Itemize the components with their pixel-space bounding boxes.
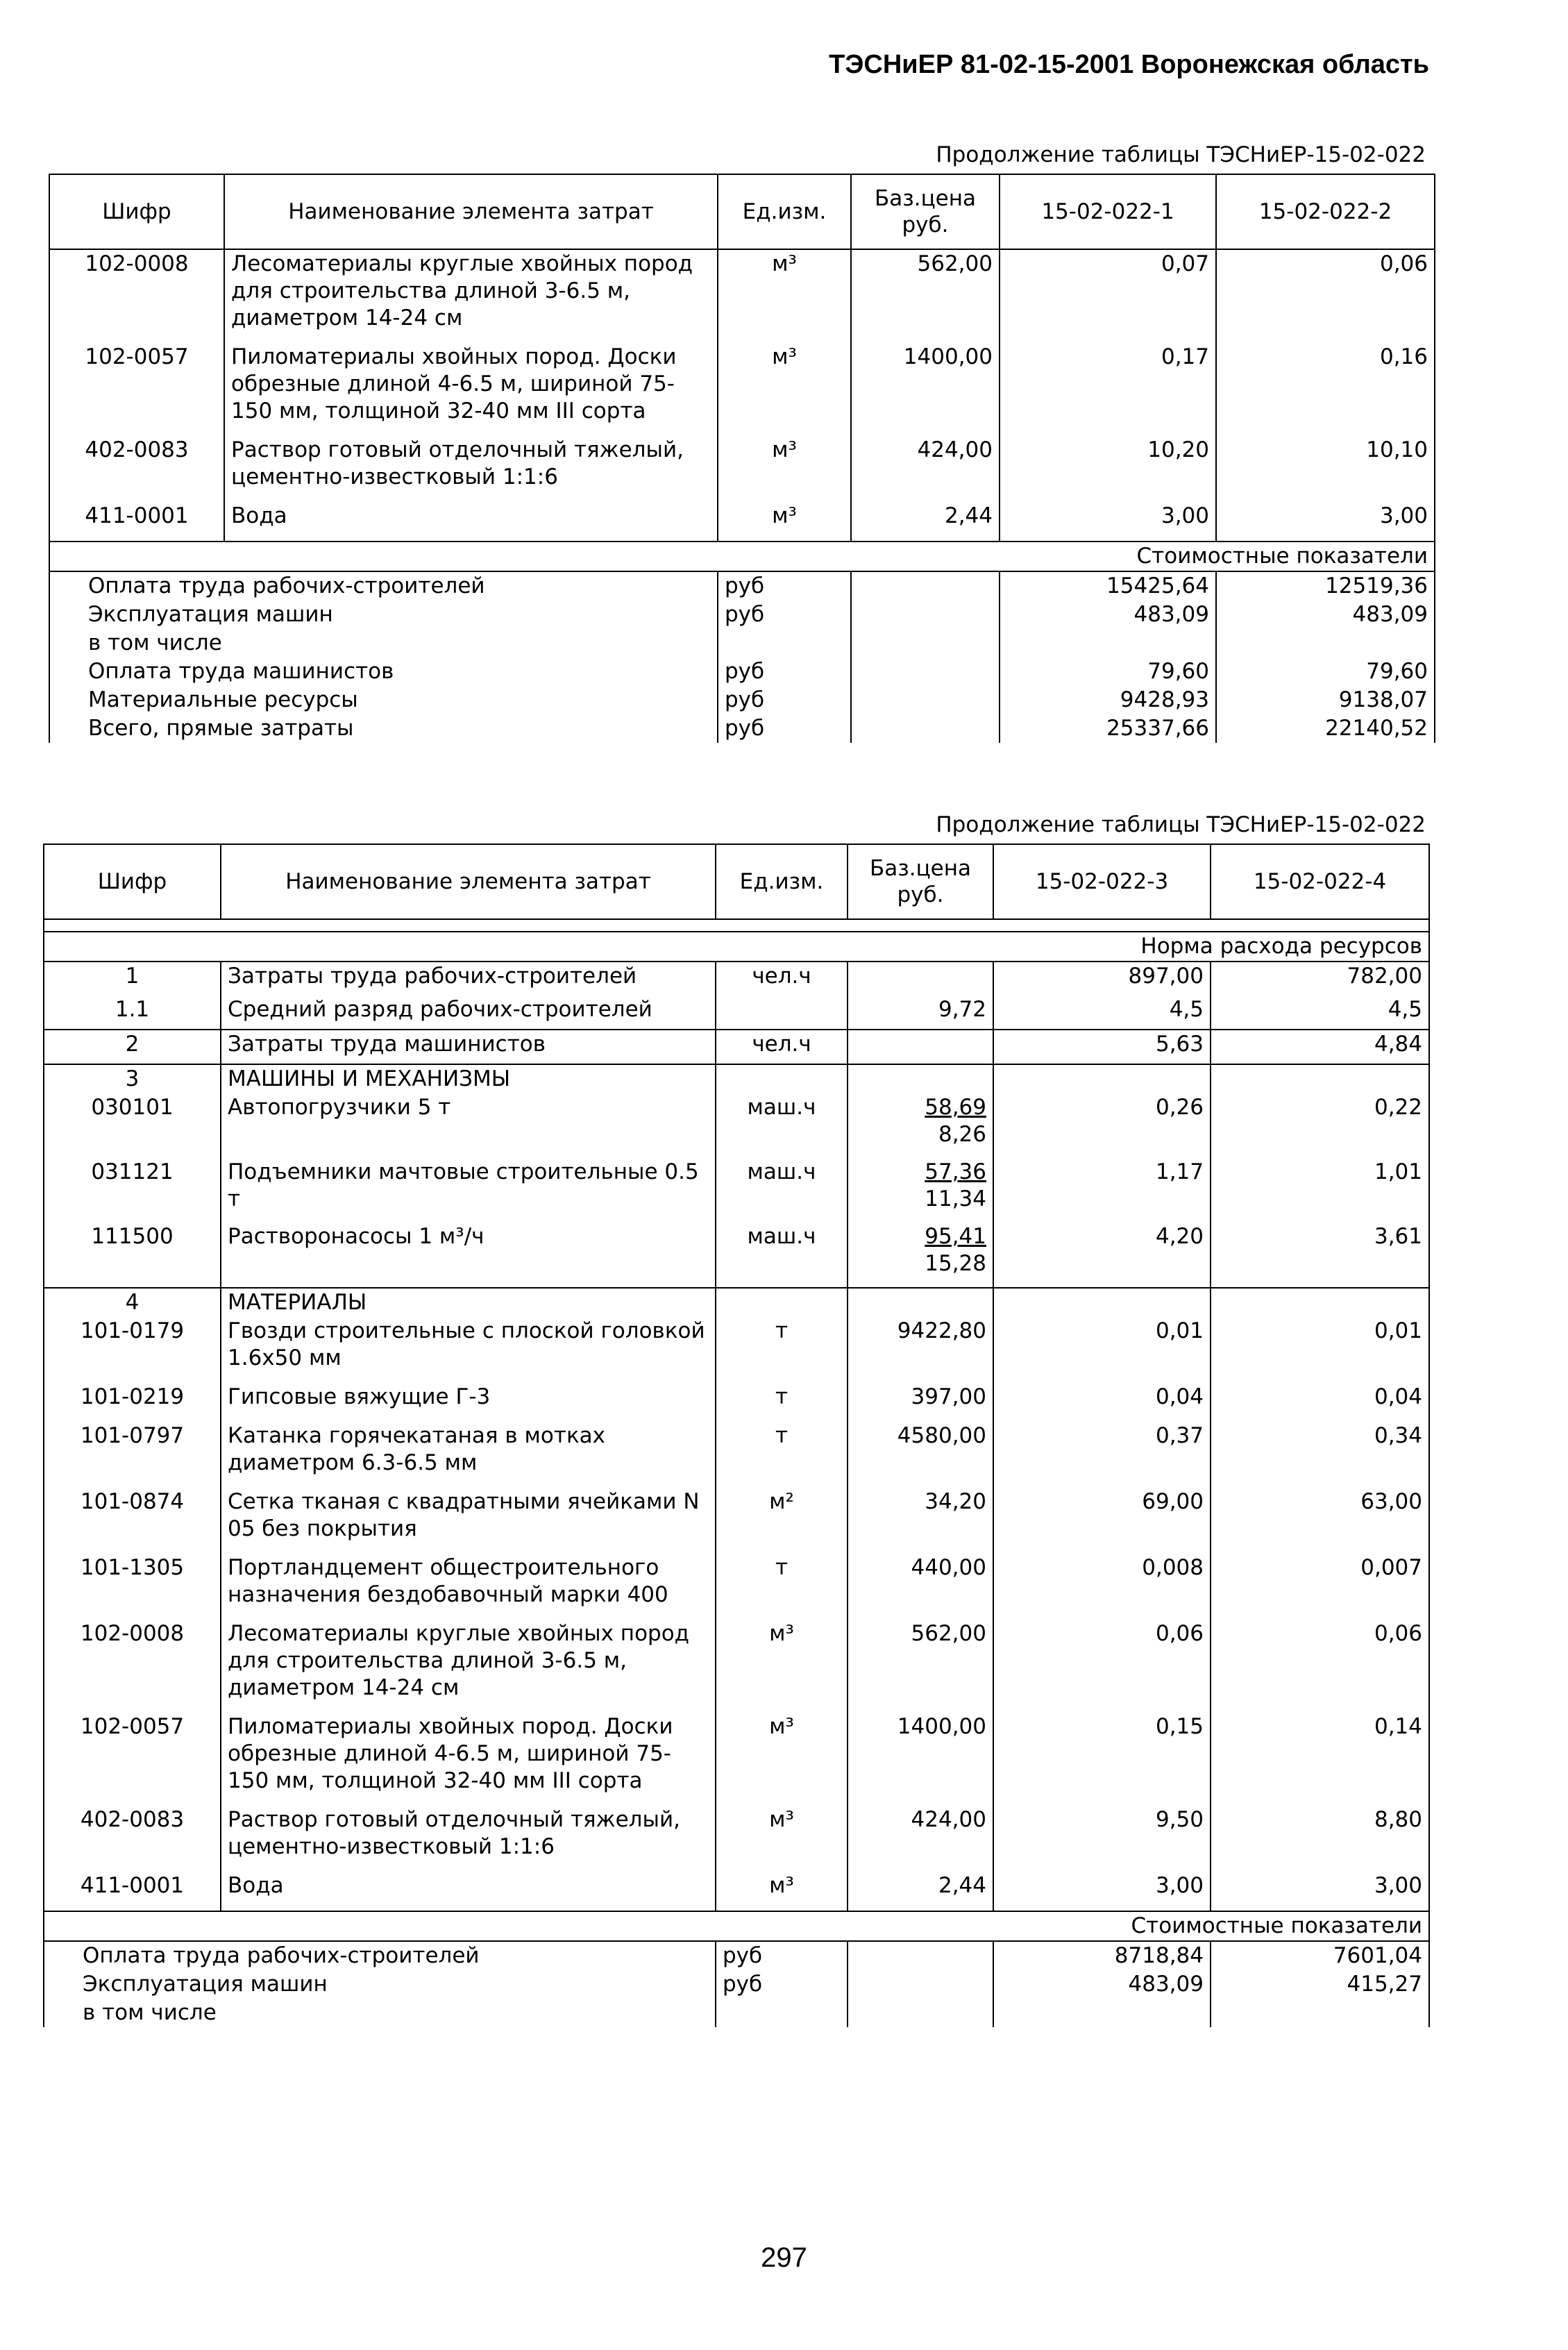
unit-cell: м³ — [718, 502, 851, 542]
price-cell — [848, 1970, 993, 1999]
value-cell: 10,20 — [1000, 436, 1216, 502]
value-cell: 415,27 — [1211, 1970, 1429, 1999]
value-cell: 12519,36 — [1216, 571, 1435, 601]
code-cell: 402-0083 — [49, 436, 224, 502]
unit-cell: руб — [716, 1941, 848, 1970]
cost-name-cell: Эксплуатация машин — [44, 1970, 716, 1999]
band-label: Стоимостные показатели — [49, 542, 1435, 571]
unit-cell: маш.ч — [716, 1093, 848, 1158]
price-cell: 9,72 — [848, 996, 993, 1030]
price-cell: 424,00 — [848, 1806, 993, 1872]
name-cell: Затраты труда рабочих-строителей — [221, 962, 716, 996]
empty-cell — [716, 1288, 848, 1317]
section-row — [44, 1288, 1429, 1317]
value-cell: 79,60 — [1216, 657, 1435, 686]
empty-cell — [993, 1288, 1211, 1317]
section-code: 4 — [44, 1288, 221, 1317]
value-cell: 8,80 — [1211, 1806, 1429, 1872]
col-header-code: Шифр — [44, 844, 221, 919]
cost-name-cell: Оплата труда рабочих-строителей — [49, 571, 718, 601]
col-header-v1: 15-02-022-3 — [993, 844, 1211, 919]
value-cell: 0,007 — [1211, 1554, 1429, 1620]
table1-caption: Продолжение таблицы ТЭСНиЕР-15-02-022 — [936, 142, 1426, 167]
unit-cell: руб — [718, 657, 851, 686]
code-cell: 411-0001 — [49, 502, 224, 542]
empty-cell — [848, 1064, 993, 1093]
empty-cell — [1211, 1288, 1429, 1317]
price-cell: 440,00 — [848, 1554, 993, 1620]
value-cell: 897,00 — [993, 962, 1211, 996]
name-cell: Катанка горячекатаная в мотках диаметром 6.3-6.5 мм — [221, 1422, 716, 1488]
cost-name-cell: Эксплуатация машин — [49, 601, 718, 629]
unit-cell: м³ — [716, 1620, 848, 1713]
cost-row — [49, 714, 1435, 743]
price-cell: 2,44 — [851, 502, 1000, 542]
name-cell: Средний разряд рабочих-строителей — [221, 996, 716, 1030]
value-cell: 63,00 — [1211, 1488, 1429, 1554]
price-cell: 562,00 — [851, 249, 1000, 343]
cost-row — [49, 571, 1435, 601]
unit-cell: т — [716, 1554, 848, 1620]
value-cell: 3,00 — [993, 1872, 1211, 1911]
unit-cell: чел.ч — [716, 962, 848, 996]
value-cell: 0,34 — [1211, 1422, 1429, 1488]
material-row — [49, 343, 1435, 436]
price-cell — [851, 601, 1000, 629]
section-title: МАШИНЫ И МЕХАНИЗМЫ — [221, 1064, 716, 1093]
value-cell: 79,60 — [1000, 657, 1216, 686]
value-cell: 0,07 — [1000, 249, 1216, 343]
value-cell: 483,09 — [1000, 601, 1216, 629]
name-cell: Пиломатериалы хвойных пород. Доски обрезные длиной 4-6.5 м, шириной 75-150 мм, толщиной 32-40 мм III сорта — [221, 1713, 716, 1806]
material-row — [49, 249, 1435, 343]
cost-name-cell: в том числе — [44, 1999, 716, 2027]
price-fraction-cell — [848, 1093, 993, 1158]
value-cell: 4,20 — [993, 1223, 1211, 1288]
name-cell: Автопогрузчики 5 т — [221, 1093, 716, 1158]
unit-cell: т — [716, 1383, 848, 1422]
price-cell: 4580,00 — [848, 1422, 993, 1488]
price-cell: 1400,00 — [848, 1713, 993, 1806]
machine-row — [44, 1093, 1429, 1158]
machine-price-total: 58,69 — [925, 1095, 986, 1120]
name-cell: Раствор готовый отделочный тяжелый, цементно-известковый 1:1:6 — [224, 436, 718, 502]
material-row — [44, 1806, 1429, 1872]
cost-name-cell: Всего, прямые затраты — [49, 714, 718, 743]
price-fraction-cell — [848, 1223, 993, 1288]
unit-cell: м² — [716, 1488, 848, 1554]
cost-name-cell: Материальные ресурсы — [49, 686, 718, 714]
unit-cell: м³ — [716, 1872, 848, 1911]
col-header-name: Наименование элемента затрат — [224, 174, 718, 249]
price-cell: 1400,00 — [851, 343, 1000, 436]
code-cell: 101-0219 — [44, 1383, 221, 1422]
material-row — [49, 436, 1435, 502]
value-cell: 3,00 — [1216, 502, 1435, 542]
section-row — [44, 1064, 1429, 1093]
price-cell — [851, 629, 1000, 657]
name-cell: Вода — [224, 502, 718, 542]
value-cell: 0,01 — [1211, 1317, 1429, 1383]
unit-cell: руб — [718, 571, 851, 601]
price-cell — [848, 1999, 993, 2027]
price-cell: 424,00 — [851, 436, 1000, 502]
table2-caption: Продолжение таблицы ТЭСНиЕР-15-02-022 — [936, 812, 1426, 837]
value-cell: 0,22 — [1211, 1093, 1429, 1158]
value-cell: 10,10 — [1216, 436, 1435, 502]
code-cell: 030101 — [44, 1093, 221, 1158]
code-cell: 101-0874 — [44, 1488, 221, 1554]
price-cell — [851, 657, 1000, 686]
price-cell — [848, 962, 993, 996]
unit-cell — [718, 629, 851, 657]
value-cell: 0,06 — [993, 1620, 1211, 1713]
code-cell: 101-1305 — [44, 1554, 221, 1620]
price-cell — [848, 1030, 993, 1064]
value-cell: 15425,64 — [1000, 571, 1216, 601]
spacer-cell — [44, 919, 1429, 932]
band-label: Стоимостные показатели — [44, 1911, 1429, 1941]
name-cell: Растворонасосы 1 м³/ч — [221, 1223, 716, 1288]
unit-cell: руб — [718, 686, 851, 714]
material-row — [44, 1872, 1429, 1911]
value-cell: 483,09 — [993, 1970, 1211, 1999]
name-cell: Лесоматериалы круглые хвойных пород для строительства длиной 3-6.5 м, диаметром 14-24 см — [221, 1620, 716, 1713]
code-cell: 031121 — [44, 1158, 221, 1223]
price-cell: 397,00 — [848, 1383, 993, 1422]
machine-price-wages: 15,28 — [925, 1251, 986, 1276]
unit-cell: м³ — [718, 249, 851, 343]
machine-price-wages: 11,34 — [925, 1186, 986, 1211]
value-cell: 0,06 — [1216, 249, 1435, 343]
code-cell: 102-0008 — [44, 1620, 221, 1713]
name-cell: Гипсовые вяжущие Г-3 — [221, 1383, 716, 1422]
value-cell: 4,5 — [1211, 996, 1429, 1030]
col-header-name: Наименование элемента затрат — [221, 844, 716, 919]
machine-row — [44, 1223, 1429, 1288]
value-cell: 7601,04 — [1211, 1941, 1429, 1970]
price-cell: 2,44 — [848, 1872, 993, 1911]
unit-cell — [716, 1999, 848, 2027]
table1-header-row — [49, 174, 1435, 249]
norm-band-row — [44, 932, 1429, 962]
cost-row — [44, 1999, 1429, 2027]
material-row — [44, 1620, 1429, 1713]
table2 — [43, 844, 1430, 2027]
material-row — [49, 502, 1435, 542]
table2-header-row — [44, 844, 1429, 919]
material-row — [44, 1713, 1429, 1806]
price-cell: 562,00 — [848, 1620, 993, 1713]
value-cell — [993, 1999, 1211, 2027]
price-cell — [851, 686, 1000, 714]
price-cell — [848, 1941, 993, 1970]
value-cell: 0,01 — [993, 1317, 1211, 1383]
labor-row — [44, 1030, 1429, 1064]
value-cell: 4,5 — [993, 996, 1211, 1030]
value-cell: 3,61 — [1211, 1223, 1429, 1288]
value-cell: 782,00 — [1211, 962, 1429, 996]
price-cell: 34,20 — [848, 1488, 993, 1554]
material-row — [44, 1317, 1429, 1383]
value-cell: 1,17 — [993, 1158, 1211, 1223]
empty-cell — [848, 1288, 993, 1317]
labor-row — [44, 996, 1429, 1030]
name-cell: Сетка тканая с квадратными ячейками N 05 без покрытия — [221, 1488, 716, 1554]
band-label: Норма расхода ресурсов — [44, 932, 1429, 962]
empty-cell — [716, 1064, 848, 1093]
unit-cell: т — [716, 1422, 848, 1488]
value-cell — [1000, 629, 1216, 657]
document-title: ТЭСНиЕР 81-02-15-2001 Воронежская область — [829, 50, 1429, 79]
unit-cell: т — [716, 1317, 848, 1383]
code-cell: 101-0797 — [44, 1422, 221, 1488]
cost-row — [49, 629, 1435, 657]
unit-cell: маш.ч — [716, 1158, 848, 1223]
cost-band-row — [49, 542, 1435, 571]
cost-row — [49, 657, 1435, 686]
value-cell — [1216, 629, 1435, 657]
unit-cell — [716, 996, 848, 1030]
unit-cell: руб — [718, 714, 851, 743]
value-cell: 0,04 — [993, 1383, 1211, 1422]
code-cell: 102-0057 — [49, 343, 224, 436]
value-cell: 9428,93 — [1000, 686, 1216, 714]
value-cell: 0,15 — [993, 1713, 1211, 1806]
section-code: 3 — [44, 1064, 221, 1093]
value-cell: 5,63 — [993, 1030, 1211, 1064]
value-cell: 0,008 — [993, 1554, 1211, 1620]
col-header-v1: 15-02-022-1 — [1000, 174, 1216, 249]
value-cell: 8718,84 — [993, 1941, 1211, 1970]
value-cell: 25337,66 — [1000, 714, 1216, 743]
empty-cell — [993, 1064, 1211, 1093]
col-header-price: Баз.цена руб. — [848, 844, 993, 919]
unit-cell: руб — [718, 601, 851, 629]
value-cell: 0,14 — [1211, 1713, 1429, 1806]
col-header-unit: Ед.изм. — [718, 174, 851, 249]
value-cell: 4,84 — [1211, 1030, 1429, 1064]
col-header-v2: 15-02-022-2 — [1216, 174, 1435, 249]
value-cell: 1,01 — [1211, 1158, 1429, 1223]
name-cell: Пиломатериалы хвойных пород. Доски обрезные длиной 4-6.5 м, шириной 75-150 мм, толщиной 32-40 мм III сорта — [224, 343, 718, 436]
col-header-v2: 15-02-022-4 — [1211, 844, 1429, 919]
code-cell: 411-0001 — [44, 1872, 221, 1911]
unit-cell: маш.ч — [716, 1223, 848, 1288]
code-cell: 102-0057 — [44, 1713, 221, 1806]
code-cell: 111500 — [44, 1223, 221, 1288]
material-row — [44, 1554, 1429, 1620]
value-cell: 0,04 — [1211, 1383, 1429, 1422]
name-cell: Подъемники мачтовые строительные 0.5 т — [221, 1158, 716, 1223]
cost-band-row — [44, 1911, 1429, 1941]
code-cell: 1 — [44, 962, 221, 996]
code-cell: 1.1 — [44, 996, 221, 1030]
page-number: 297 — [761, 2242, 807, 2273]
code-cell: 102-0008 — [49, 249, 224, 343]
value-cell: 0,26 — [993, 1093, 1211, 1158]
section-title: МАТЕРИАЛЫ — [221, 1288, 716, 1317]
value-cell: 0,37 — [993, 1422, 1211, 1488]
cost-name-cell: Оплата труда машинистов — [49, 657, 718, 686]
value-cell: 9138,07 — [1216, 686, 1435, 714]
value-cell: 9,50 — [993, 1806, 1211, 1872]
unit-cell: руб — [716, 1970, 848, 1999]
name-cell: Раствор готовый отделочный тяжелый, цементно-известковый 1:1:6 — [221, 1806, 716, 1872]
machine-price-wages: 8,26 — [938, 1122, 986, 1147]
material-row — [44, 1383, 1429, 1422]
empty-cell — [1211, 1064, 1429, 1093]
material-row — [44, 1422, 1429, 1488]
name-cell: Затраты труда машинистов — [221, 1030, 716, 1064]
code-cell: 2 — [44, 1030, 221, 1064]
labor-row — [44, 962, 1429, 996]
name-cell: Гвозди строительные с плоской головкой 1.6х50 мм — [221, 1317, 716, 1383]
name-cell: Вода — [221, 1872, 716, 1911]
price-cell: 9422,80 — [848, 1317, 993, 1383]
code-cell: 402-0083 — [44, 1806, 221, 1872]
unit-cell: м³ — [718, 343, 851, 436]
col-header-price: Баз.цена руб. — [851, 174, 1000, 249]
name-cell: Портландцемент общестроительного назначения бездобавочный марки 400 — [221, 1554, 716, 1620]
value-cell: 3,00 — [1211, 1872, 1429, 1911]
price-cell — [851, 714, 1000, 743]
spacer-row — [44, 919, 1429, 932]
value-cell: 22140,52 — [1216, 714, 1435, 743]
cost-name-cell: Оплата труда рабочих-строителей — [44, 1941, 716, 1970]
value-cell: 69,00 — [993, 1488, 1211, 1554]
col-header-code: Шифр — [49, 174, 224, 249]
value-cell: 0,17 — [1000, 343, 1216, 436]
machine-price-total: 57,36 — [925, 1159, 986, 1184]
unit-cell: м³ — [718, 436, 851, 502]
value-cell: 0,06 — [1211, 1620, 1429, 1713]
cost-row — [49, 686, 1435, 714]
price-fraction-cell — [848, 1158, 993, 1223]
value-cell: 3,00 — [1000, 502, 1216, 542]
unit-cell: м³ — [716, 1713, 848, 1806]
machine-row — [44, 1158, 1429, 1223]
value-cell: 0,16 — [1216, 343, 1435, 436]
material-row — [44, 1488, 1429, 1554]
cost-name-cell: в том числе — [49, 629, 718, 657]
value-cell — [1211, 1999, 1429, 2027]
machine-price-total: 95,41 — [925, 1224, 986, 1249]
cost-row — [49, 601, 1435, 629]
name-cell: Лесоматериалы круглые хвойных пород для строительства длиной 3-6.5 м, диаметром 14-24 см — [224, 249, 718, 343]
table1 — [49, 174, 1435, 743]
value-cell: 483,09 — [1216, 601, 1435, 629]
cost-row — [44, 1941, 1429, 1970]
code-cell: 101-0179 — [44, 1317, 221, 1383]
cost-row — [44, 1970, 1429, 1999]
unit-cell: м³ — [716, 1806, 848, 1872]
unit-cell: чел.ч — [716, 1030, 848, 1064]
price-cell — [851, 571, 1000, 601]
col-header-unit: Ед.изм. — [716, 844, 848, 919]
